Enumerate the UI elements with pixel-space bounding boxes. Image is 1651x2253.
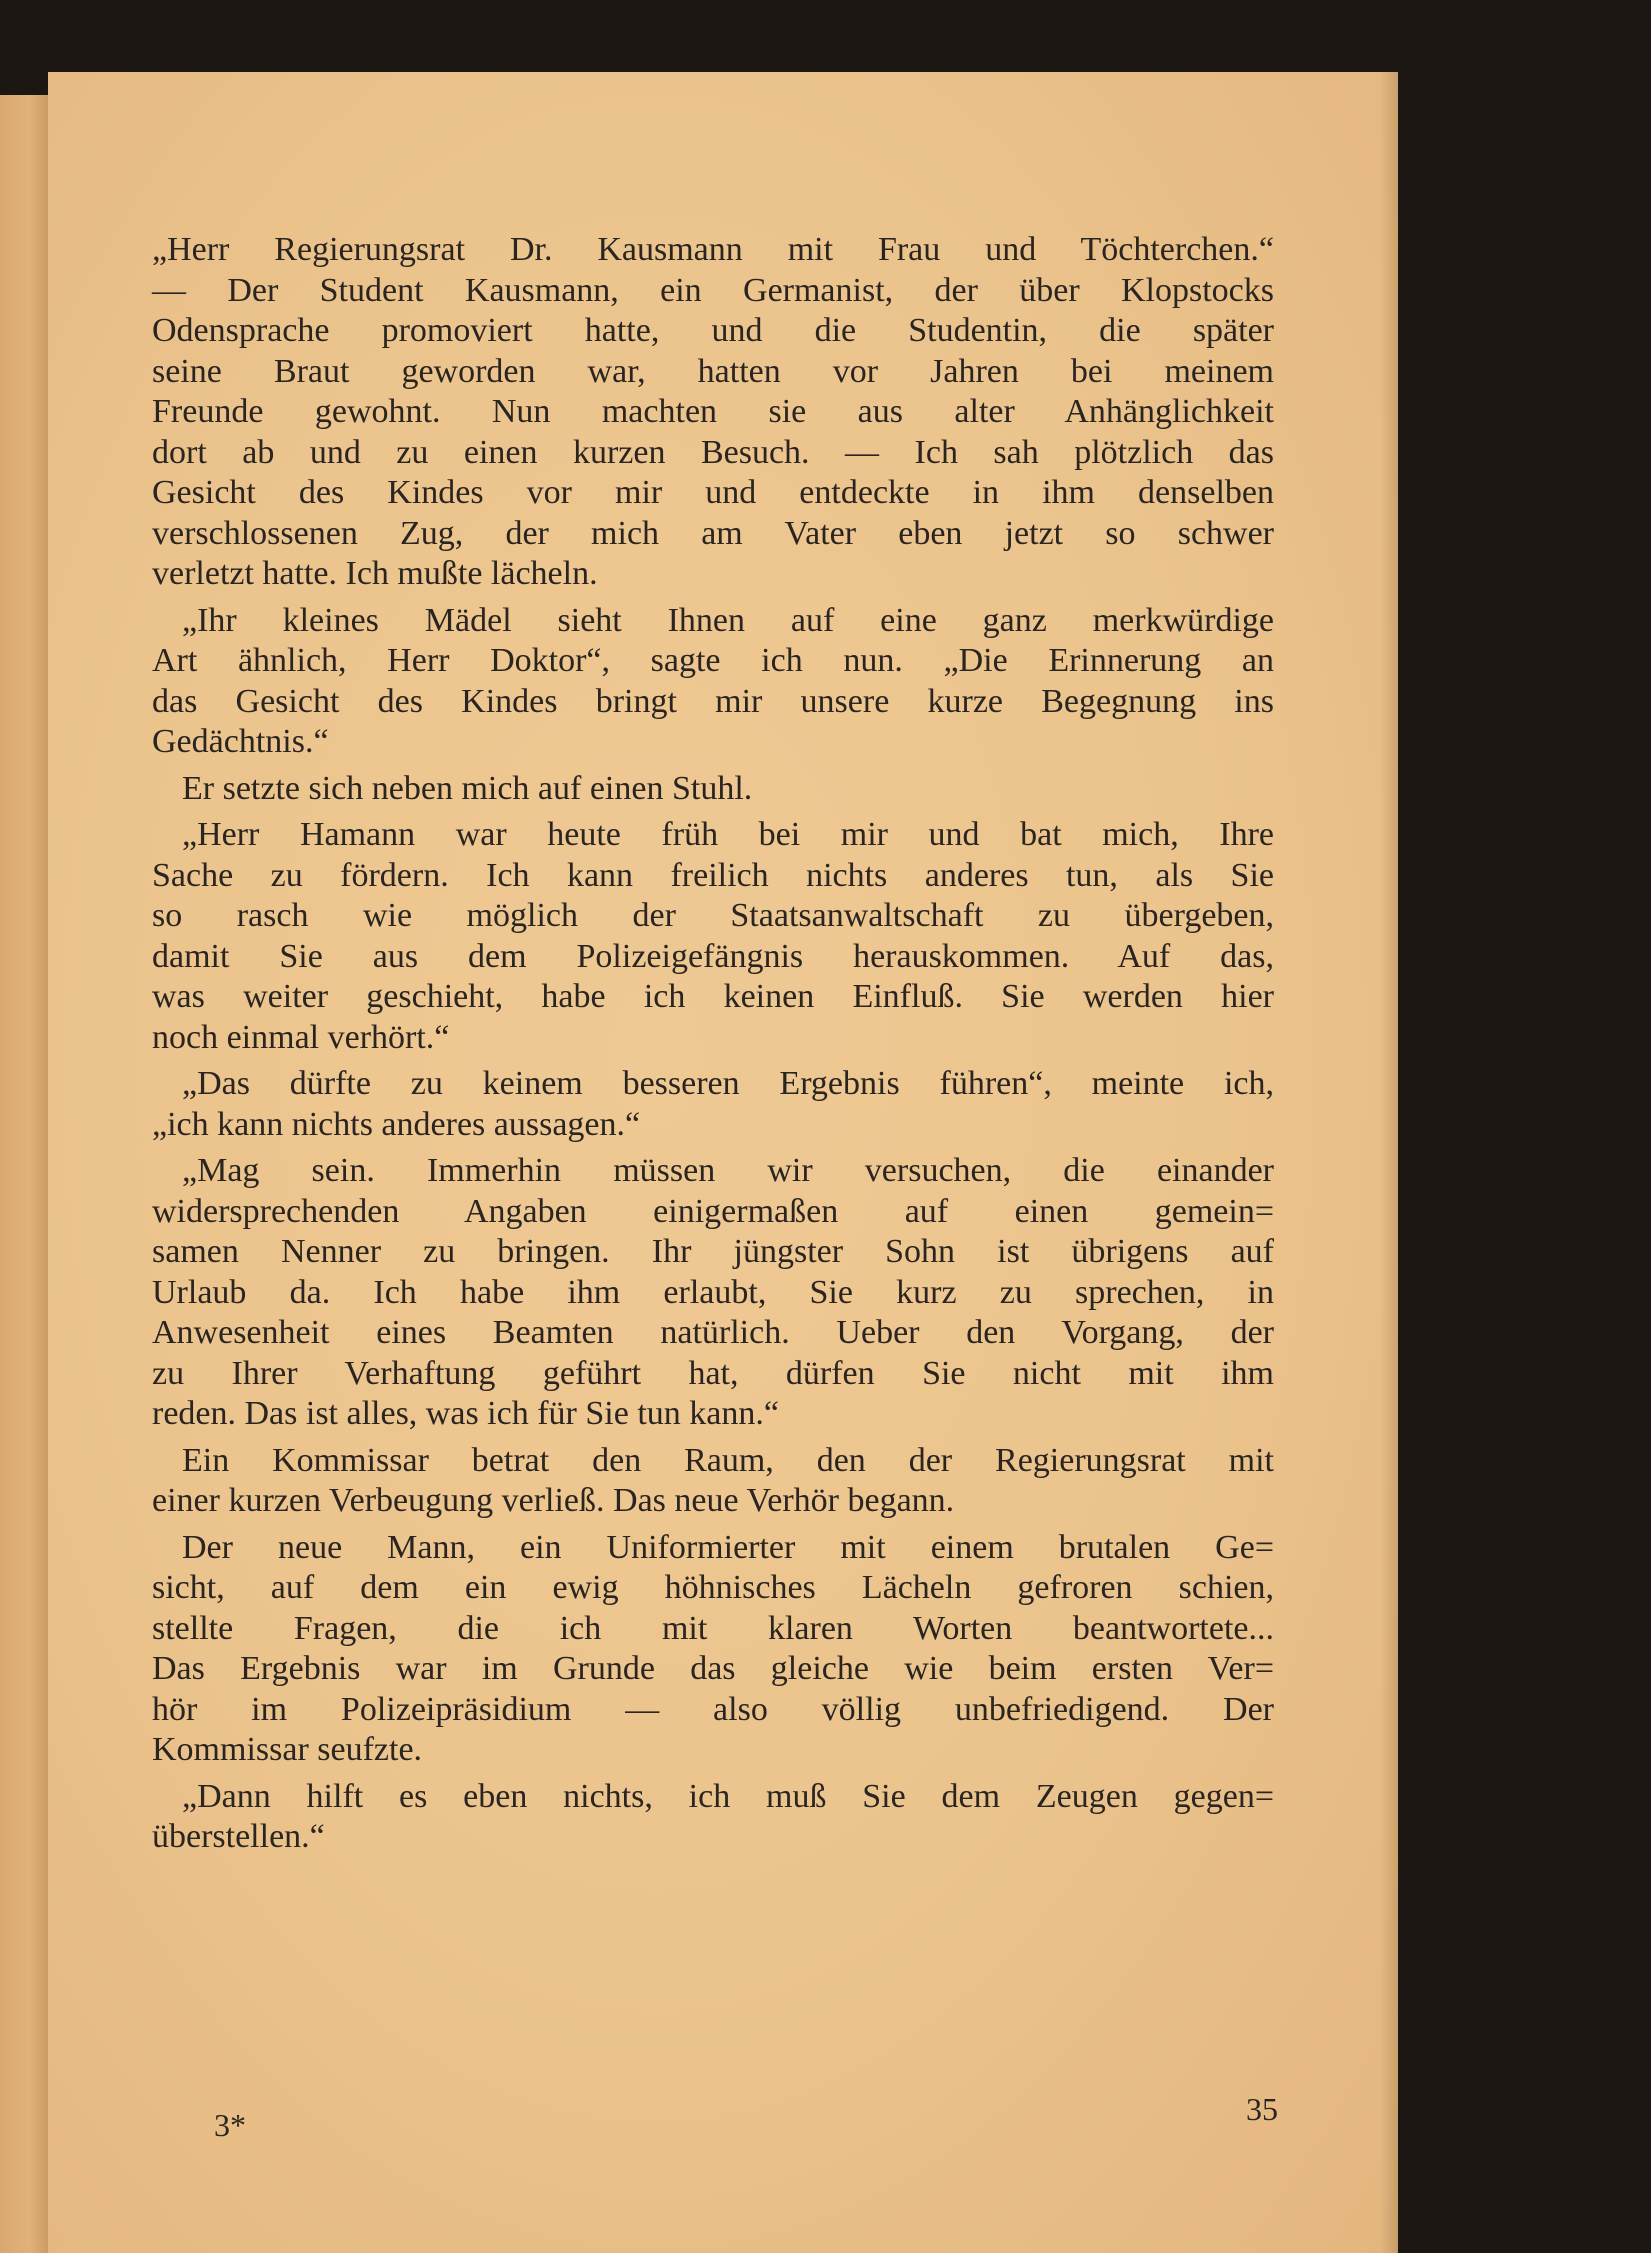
- book-page: [48, 72, 1398, 2253]
- paragraph: [152, 1151, 1274, 1435]
- text-line: Gedächtnis.“: [152, 723, 329, 760]
- text-line: „Dann hilft es eben nichts, ich muß Sie dem Zeugen gegen=: [182, 1777, 1274, 1815]
- text-line: Freunde gewohnt. Nun machten sie aus alter Anhänglichkeit: [152, 393, 1274, 430]
- text-line: Er setzte sich neben mich auf einen Stuhl.: [182, 769, 753, 807]
- facing-page-edge: [0, 95, 50, 2253]
- text-line: das Gesicht des Kindes bringt mir unsere kurze Begegnung ins: [152, 682, 1274, 720]
- text-line: stellte Fragen, die ich mit klaren Worten beantwortete...: [152, 1609, 1274, 1647]
- text-line: Art ähnlich, Herr Doktor“, sagte ich nun. „Die Erinnerung an: [152, 642, 1274, 679]
- text-line: einer kurzen Verbeugung verließ. Das neue Verhör begann.: [152, 1482, 955, 1519]
- text-line: „Mag sein. Immerhin müssen wir versuchen, die einander: [182, 1152, 1274, 1189]
- text-line: reden. Das ist alles, was ich für Sie tun kann.“: [152, 1395, 779, 1432]
- paragraph: [152, 815, 1274, 1058]
- paragraph: [152, 769, 1274, 810]
- text-line: Kommissar seufzte.: [152, 1731, 423, 1768]
- text-line: Odensprache promoviert hatte, und die Studentin, die später: [152, 312, 1274, 349]
- text-line: „Das dürfte zu keinem besseren Ergebnis führen“, meinte ich,: [182, 1065, 1274, 1102]
- text-line: Das Ergebnis war im Grunde das gleiche wie beim ersten Ver=: [152, 1650, 1274, 1687]
- text-line: „Herr Regierungsrat Dr. Kausmann mit Frau und Töchterchen.“: [152, 231, 1274, 268]
- paragraph: [152, 1441, 1274, 1522]
- text-line: noch einmal verhört.“: [152, 1018, 450, 1056]
- paragraph: [152, 1777, 1274, 1858]
- paragraph: [152, 1528, 1274, 1771]
- text-line: Gesicht des Kindes vor mir und entdeckte in ihm denselben: [152, 474, 1274, 511]
- text-line: verschlossenen Zug, der mich am Vater eben jetzt so schwer: [152, 514, 1274, 552]
- text-line: sicht, auf dem ein ewig höhnisches Lächeln gefroren schien,: [152, 1569, 1274, 1606]
- text-line: Sache zu fördern. Ich kann freilich nichts anderes tun, als Sie: [152, 856, 1274, 894]
- text-line: Anwesenheit eines Beamten natürlich. Ueber den Vorgang, der: [152, 1314, 1274, 1351]
- text-line: damit Sie aus dem Polizeigefängnis herauskommen. Auf das,: [152, 937, 1274, 975]
- text-line: „Herr Hamann war heute früh bei mir und bat mich, Ihre: [182, 816, 1274, 853]
- text-line: — Der Student Kausmann, ein Germanist, der über Klopstocks: [152, 271, 1274, 309]
- paragraph: [152, 1064, 1274, 1145]
- text-line: dort ab und zu einen kurzen Besuch. — Ich sah plötzlich das: [152, 433, 1274, 471]
- text-line: Urlaub da. Ich habe ihm erlaubt, Sie kurz zu sprechen, in: [152, 1273, 1274, 1311]
- text-line: überstellen.“: [152, 1818, 325, 1855]
- text-line: Der neue Mann, ein Uniformierter mit einem brutalen Ge=: [182, 1528, 1274, 1566]
- text-line: verletzt hatte. Ich mußte lächeln.: [152, 555, 598, 592]
- text-line: zu Ihrer Verhaftung geführt hat, dürfen Sie nicht mit ihm: [152, 1354, 1274, 1392]
- text-line: seine Braut geworden war, hatten vor Jahren bei meinem: [152, 352, 1274, 390]
- text-line: widersprechenden Angaben einigermaßen auf einen gemein=: [152, 1192, 1274, 1230]
- text-line: hör im Polizeipräsidium — also völlig unbefriedigend. Der: [152, 1690, 1274, 1728]
- text-line: Ein Kommissar betrat den Raum, den der Regierungsrat mit: [182, 1441, 1274, 1479]
- text-line: so rasch wie möglich der Staatsanwaltschaft zu übergeben,: [152, 897, 1274, 934]
- text-line: samen Nenner zu bringen. Ihr jüngster Sohn ist übrigens auf: [152, 1233, 1274, 1270]
- paragraph: [152, 230, 1274, 595]
- page-number: 35: [1246, 2091, 1278, 2127]
- text-line: „ich kann nichts anderes aussagen.“: [152, 1105, 641, 1143]
- text-line: was weiter geschieht, habe ich keinen Einfluß. Sie werden hier: [152, 978, 1274, 1015]
- body-text: [152, 230, 1274, 1864]
- text-line: „Ihr kleines Mädel sieht Ihnen auf eine ganz merkwürdige: [182, 601, 1274, 639]
- signature-mark: 3*: [214, 2107, 246, 2143]
- paragraph: [152, 601, 1274, 763]
